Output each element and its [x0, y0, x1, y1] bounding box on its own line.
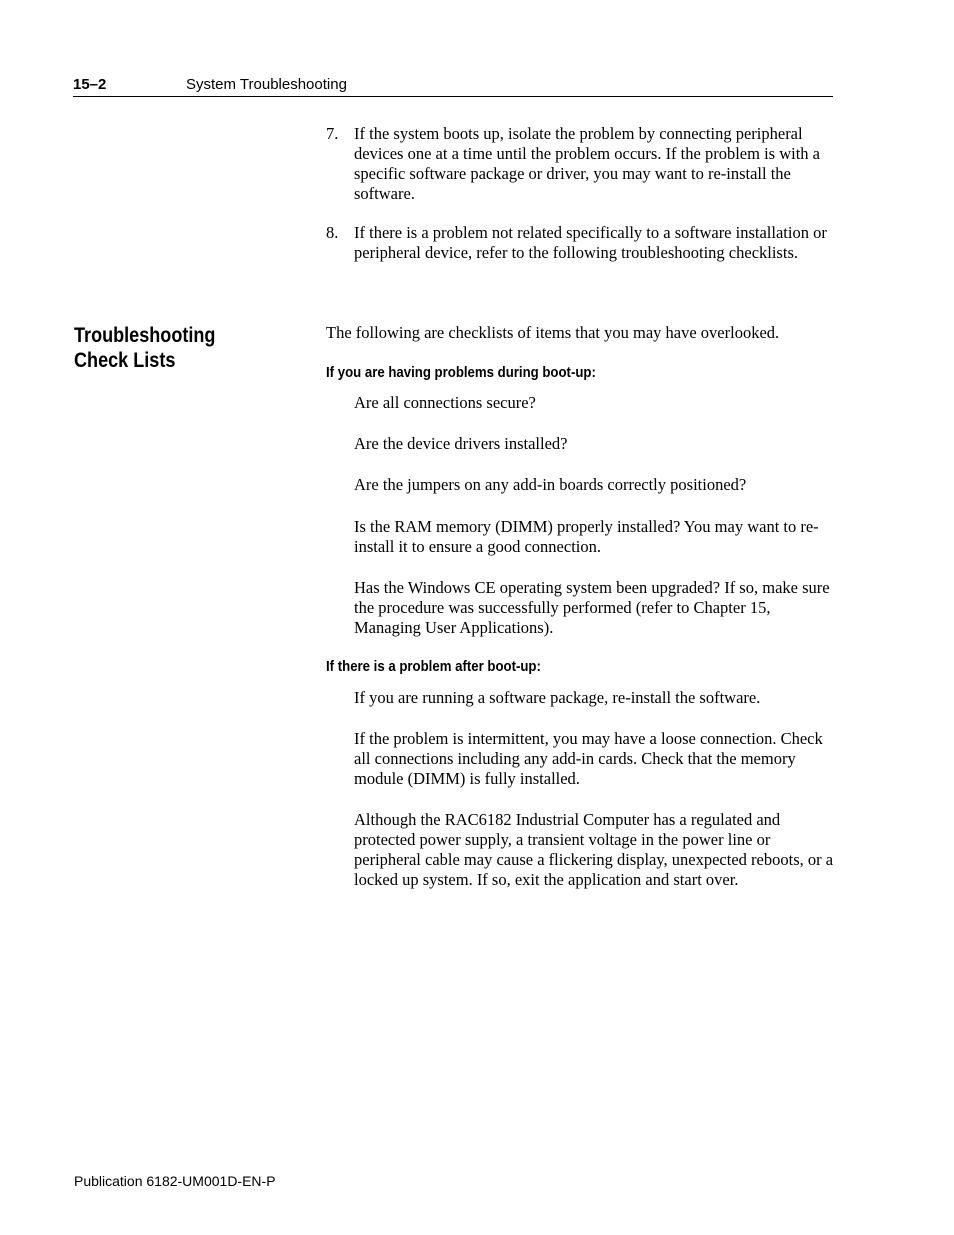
- page-number: 15–2: [73, 76, 107, 93]
- step-number: 8.: [326, 223, 339, 242]
- checklist-item: Are all connections secure?: [354, 393, 536, 412]
- checklist-item: Although the RAC6182 Industrial Computer has a regulated and protected power supply, a transient voltage in the power line or peripheral cable may cause a flickering display, unexpected reboots, or a locked up system. If so, exit the application and start over.: [354, 810, 834, 889]
- checklist-item: Has the Windows CE operating system been upgraded? If so, make sure the procedure was successfully performed (refer to Chapter 15, Managing User Applications).: [354, 578, 830, 637]
- step-number: 7.: [326, 124, 339, 143]
- step-text: If the system boots up, isolate the problem by connecting peripheral devices one at a time until the problem occurs. If the problem is with a specific software package or driver, you may want to re-install the software.: [354, 124, 820, 203]
- checklist-item: Are the device drivers installed?: [354, 434, 568, 453]
- page-header: [73, 74, 833, 97]
- bootup-subheading: If you are having problems during boot-up:: [326, 364, 596, 381]
- chapter-title: System Troubleshooting: [186, 76, 347, 93]
- publication-footer: Publication 6182-UM001D-EN-P: [74, 1173, 276, 1189]
- checklist-item: If you are running a software package, re-install the software.: [354, 688, 761, 707]
- checklist-item: Are the jumpers on any add-in boards correctly positioned?: [354, 475, 747, 494]
- step-text: If there is a problem not related specifically to a software installation or peripheral device, refer to the following troubleshooting checklists.: [354, 223, 827, 262]
- section-heading: [74, 323, 215, 373]
- after-bootup-subheading: If there is a problem after boot-up:: [326, 658, 541, 675]
- checklist-item: Is the RAM memory (DIMM) properly installed? You may want to re-install it to ensure a good connection.: [354, 517, 819, 556]
- section-heading-line-1: Troubleshooting: [74, 324, 216, 347]
- checklist-item: If the problem is intermittent, you may have a loose connection. Check all connections including any add-in cards. Check that the memory module (DIMM) is fully installed.: [354, 729, 823, 788]
- section-heading-line-2: Check Lists: [74, 349, 176, 372]
- section-intro: The following are checklists of items that you may have overlooked.: [326, 323, 780, 342]
